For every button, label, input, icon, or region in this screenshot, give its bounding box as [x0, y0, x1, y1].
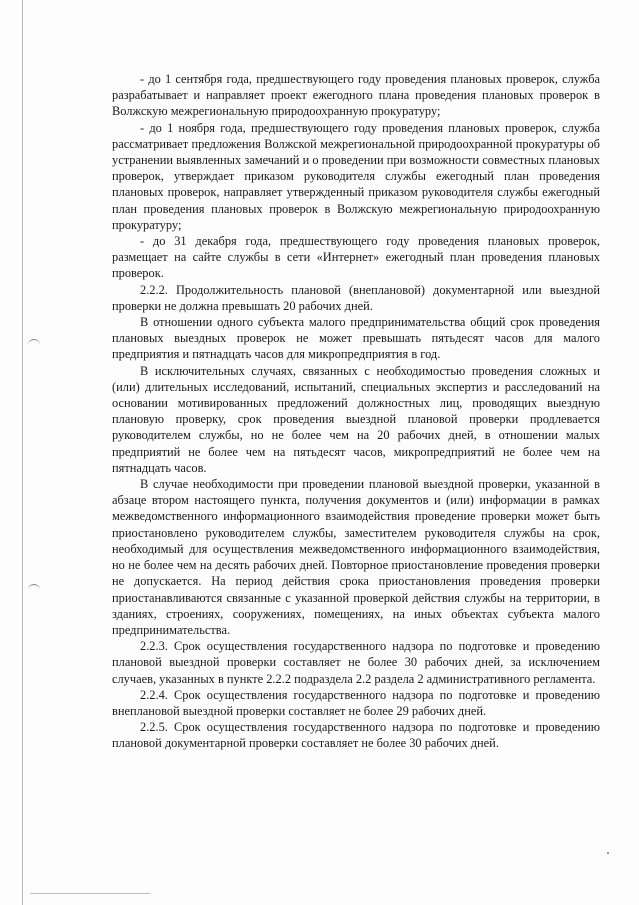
paragraph-2-2-2: 2.2.2. Продолжительность плановой (внеплановой) документарной или выездной проверки не должна превышать 20 рабочих дней.: [112, 282, 600, 313]
scan-speck: [607, 852, 609, 854]
footer-line: [30, 893, 150, 894]
margin-mark: [28, 339, 40, 350]
paragraph-deadline-nov: - до 1 ноября года, предшествующего году проведения плановых проверок, служба рассматривает предложения Волжской межрегиональной природоохранной прокуратуры об устранении выявленных замечаний и о проведении при возможности совместных плановых проверок, утверждает приказом руководителя службы ежегодный план проведения плановых проверок, направляет утвержденный приказом руководителя службы ежегодный план проведения плановых проверок в Волжскую межрегиональную природоохранную прокуратуру;: [112, 120, 600, 232]
paragraph-small-business: В отношении одного субъекта малого предпринимательства общий срок проведения плановых выездных проверок не может превышать пятьдесят часов для малого предприятия и пятнадцать часов для микропредприятия в год.: [112, 315, 600, 362]
binding-edge-line: [22, 0, 23, 905]
margin-mark: [28, 584, 40, 595]
paragraph-2-2-3: 2.2.3. Срок осуществления государственного надзора по подготовке и проведению плановой выездной проверки составляет не более 30 рабочих дней, за исключением случаев, указанных в пункте 2.2.2 подраздела 2.2 раздела 2 административного регламента.: [112, 639, 600, 686]
document-body: [112, 71, 600, 752]
paragraph-deadline-dec: - до 31 декабря года, предшествующего году проведения плановых проверок, размещает на сайте службы в сети «Интернет» ежегодный план проведения плановых проверок.: [112, 234, 600, 281]
paragraph-suspension: В случае необходимости при проведении плановой выездной проверки, указанной в абзаце втором настоящего пункта, получения документов и (или) информации в рамках межведомственного информационного взаимодействия проведение проверки может быть приостановлено руководителем службы, заместителем руководителя службы на срок, необходимый для осуществления межведомственного информационного взаимодействия, но не более чем на десять рабочих дней. Повторное приостановление проведения проверки не допускается. На период действия срока приостановления проведения проверки приостанавливаются связанные с указанной проверкой действия службы на территории, в зданиях, строениях, сооружениях, помещениях, на иных объектах субъекта малого предпринимательства.: [112, 477, 600, 637]
paragraph-2-2-5: 2.2.5. Срок осуществления государственного надзора по подготовке и проведению плановой документарной проверки составляет не более 30 рабочих дней.: [112, 720, 600, 751]
paragraph-deadline-sept: - до 1 сентября года, предшествующего году проведения плановых проверок, служба разрабатывает и направляет проект ежегодного плана проведения плановых проверок в Волжскую межрегиональную природоохранную прокуратуру;: [112, 72, 600, 119]
paragraph-exceptional-cases: В исключительных случаях, связанных с необходимостью проведения сложных и (или) длительных исследований, испытаний, специальных экспертиз и расследований на основании мотивированных предложений должностных лиц, проводящих выездную плановую проверку, срок проведения выездной плановой проверки продлевается руководителем службы, но не более чем на 20 рабочих дней, в отношении малых предприятий не более чем на пятьдесят часов, микропредприятий не более чем на пятнадцать часов.: [112, 363, 600, 475]
paragraph-2-2-4: 2.2.4. Срок осуществления государственного надзора по подготовке и проведению внеплановой выездной проверки составляет не более 29 рабочих дней.: [112, 687, 600, 718]
